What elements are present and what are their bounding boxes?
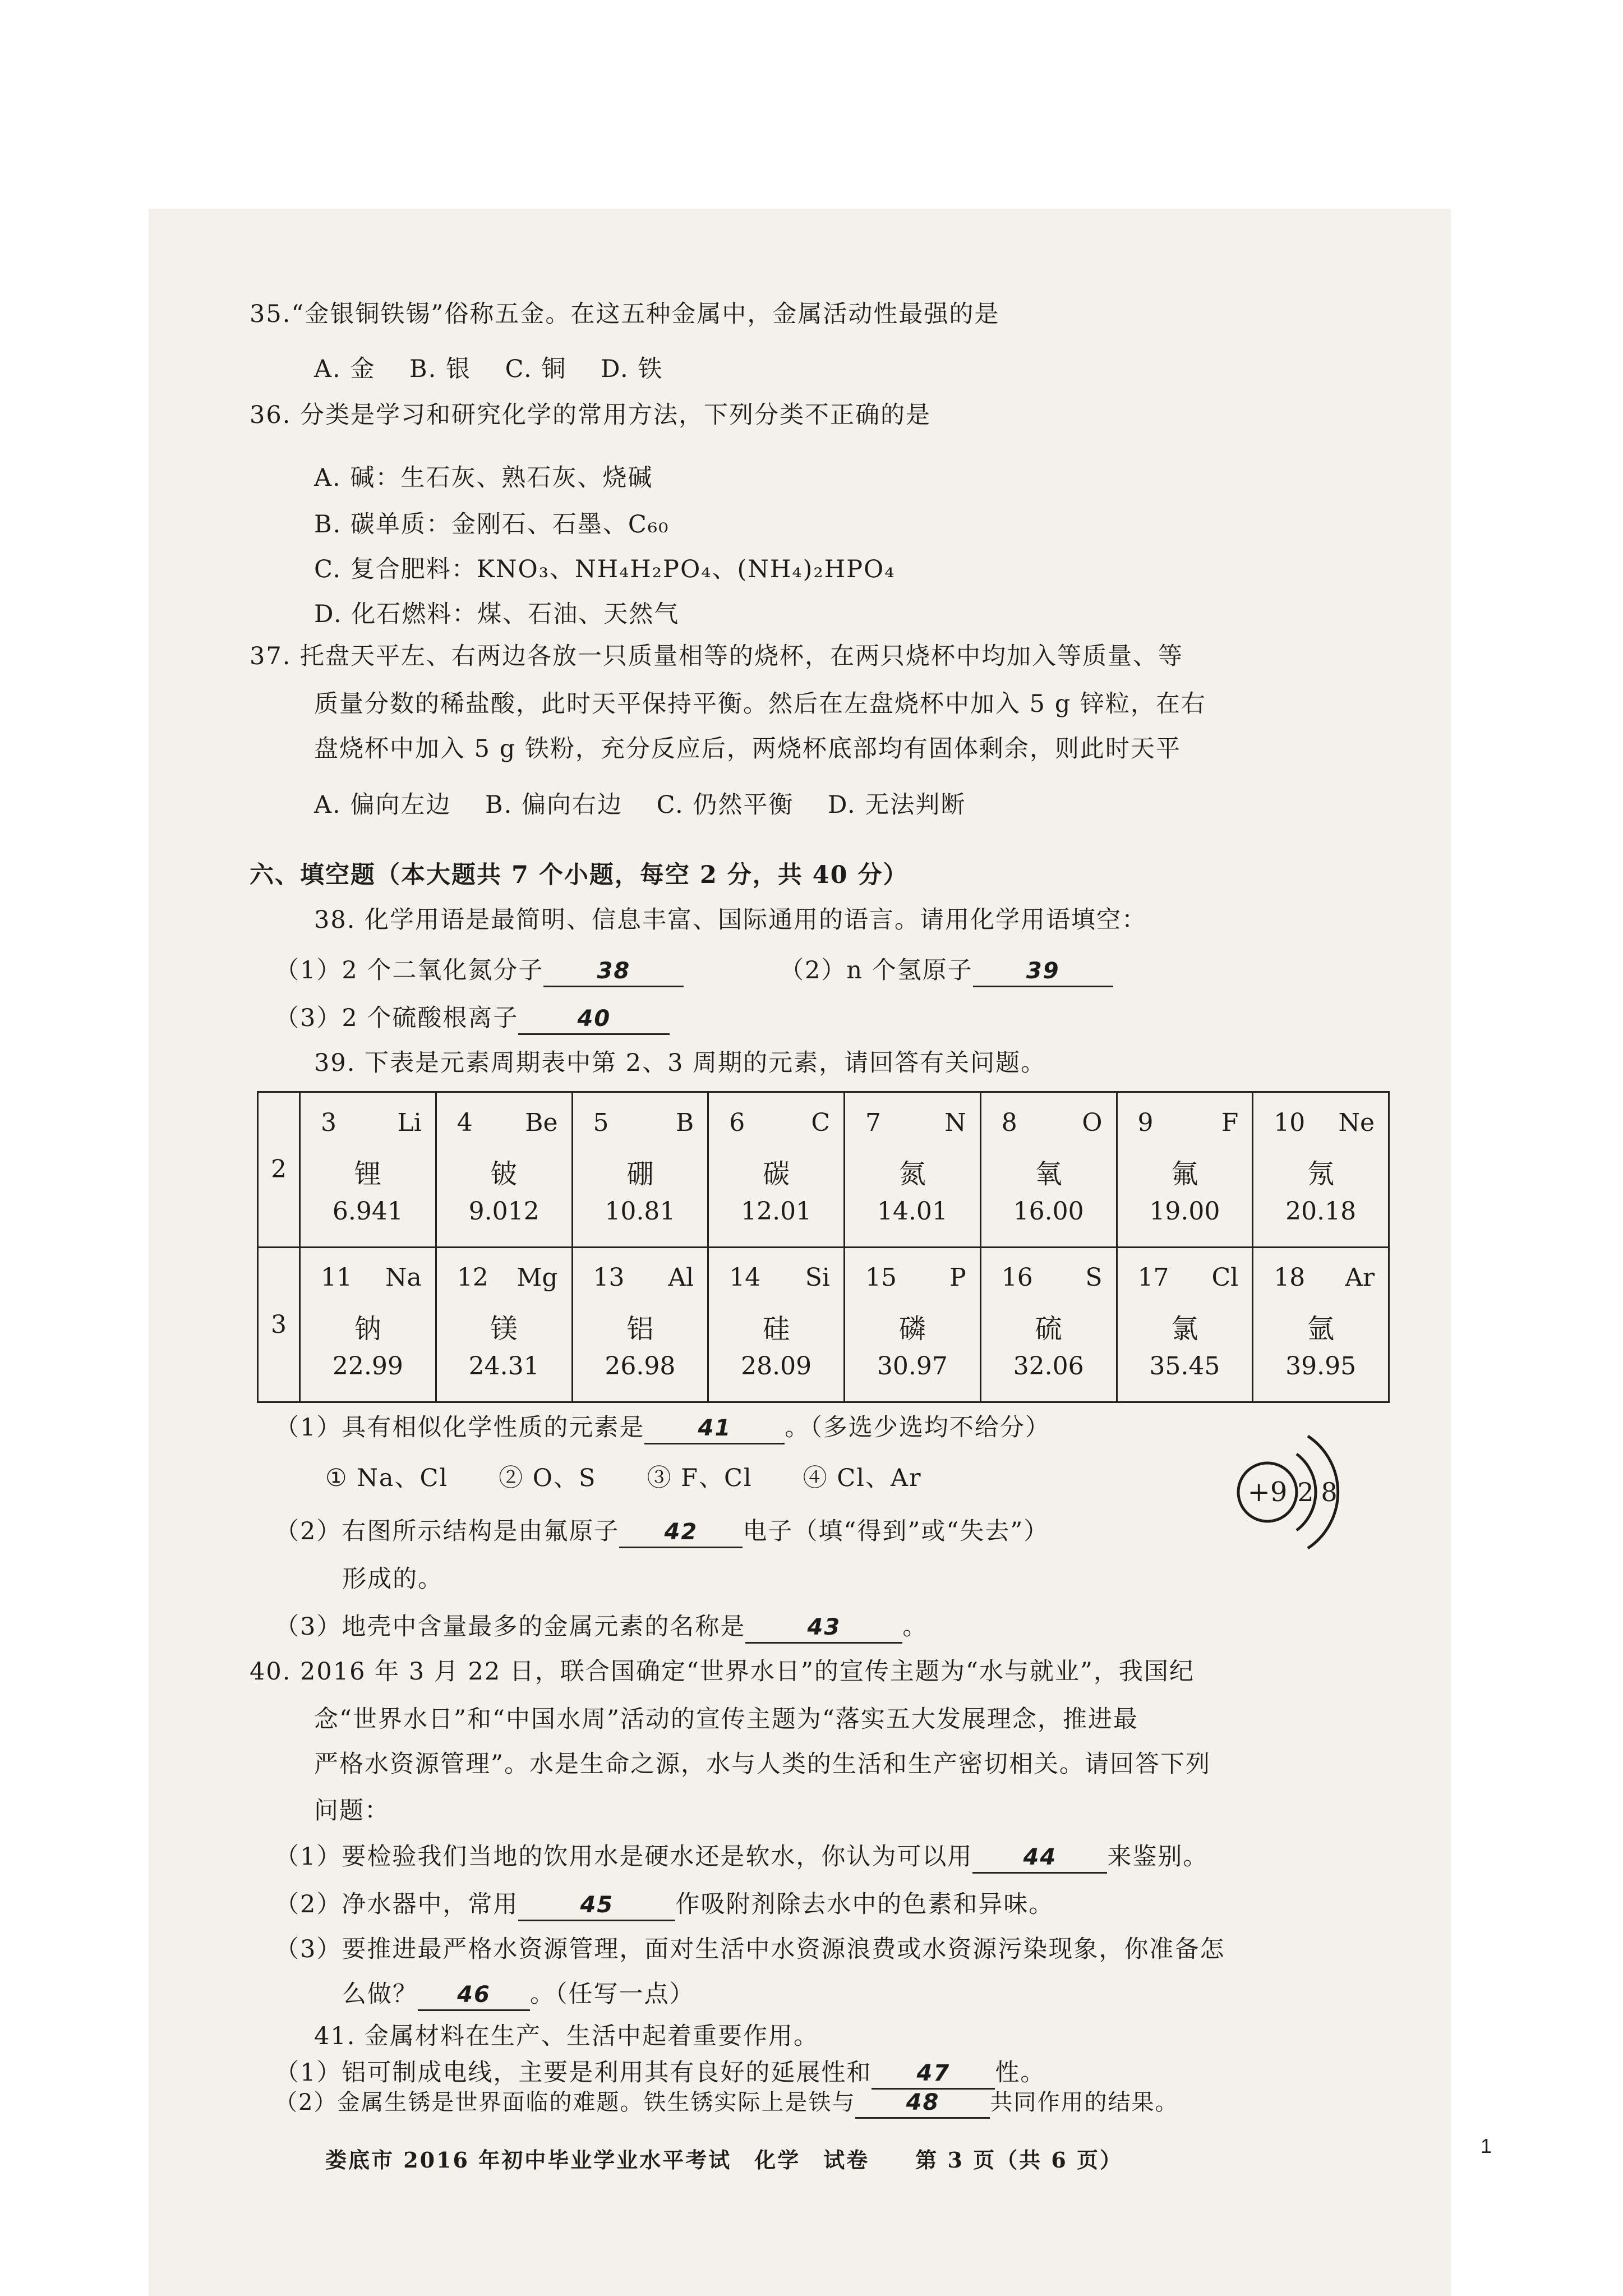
element-cell <box>1117 1092 1253 1248</box>
q41-part2 <box>275 2086 1178 2119</box>
answer-blank-44[interactable]: 44 <box>972 1843 1107 1874</box>
q39-part3-end: 。 <box>902 1613 928 1641</box>
answer-blank-41[interactable]: 41 <box>644 1414 785 1444</box>
q40-line3: 严格水资源管理”。水是生命之源，水与人类的生活和生产密切相关。请回答下列 <box>314 1750 1211 1778</box>
element-name: 镁 <box>490 1313 518 1345</box>
atomic-mass: 24.31 <box>468 1352 540 1381</box>
element-name: 氩 <box>1307 1313 1335 1345</box>
period-row-2 <box>258 1092 1389 1248</box>
q40-part3-end: 。（任写一点） <box>530 1980 695 2008</box>
q40-part3-text: 么做？ <box>342 1980 418 2008</box>
q40-part3: （3）要推进最严格水资源管理，面对生活中水资源浪费或水资源污染现象，你准备怎 <box>275 1935 1225 1963</box>
atomic-mass: 16.00 <box>1013 1197 1084 1226</box>
atomic-number: 13 <box>593 1263 625 1292</box>
q40-part1-text: （1）要检验我们当地的饮用水是硬水还是软水，你认为可以用 <box>275 1843 973 1871</box>
atomic-mass: 19.00 <box>1149 1197 1220 1226</box>
element-cell <box>572 1092 708 1248</box>
element-cell <box>1117 1247 1253 1402</box>
element-cell <box>980 1247 1117 1402</box>
atomic-number: 4 <box>457 1108 473 1137</box>
element-cell <box>436 1092 572 1248</box>
element-symbol: F <box>1221 1108 1239 1137</box>
atomic-number: 7 <box>865 1108 881 1137</box>
element-symbol: Be <box>525 1108 558 1137</box>
atomic-number: 15 <box>865 1263 897 1292</box>
q39-part1-text: （1）具有相似化学性质的元素是 <box>275 1414 645 1442</box>
q36-stem: 36. 分类是学习和研究化学的常用方法，下列分类不正确的是 <box>250 401 932 429</box>
answer-blank-45[interactable]: 45 <box>518 1890 675 1921</box>
atomic-number: 17 <box>1137 1263 1169 1292</box>
atomic-number: 3 <box>321 1108 336 1137</box>
element-symbol: Si <box>805 1263 830 1292</box>
q40-part2-end: 作吸附剂除去水中的色素和异味。 <box>675 1890 1054 1918</box>
q38-part2-text: （2）n 个氢原子 <box>780 956 973 984</box>
q37-line3: 盘烧杯中加入 5 g 铁粉，充分反应后，两烧杯底部均有固体剩余，则此时天平 <box>314 735 1181 763</box>
element-name: 硅 <box>763 1313 790 1345</box>
q39-choices: ① Na、Cl ② O、S ③ F、Cl ④ Cl、Ar <box>325 1464 922 1492</box>
atomic-mass: 28.09 <box>741 1352 812 1381</box>
element-symbol: C <box>811 1108 830 1137</box>
q41-part1-text: （1）铝可制成电线，主要是利用其有良好的延展性和 <box>275 2059 872 2087</box>
element-cell <box>300 1247 436 1402</box>
element-symbol: Na <box>385 1263 422 1292</box>
answer-blank-38[interactable]: 38 <box>543 956 684 987</box>
q40-line4: 问题： <box>314 1797 390 1825</box>
q37-options: A. 偏向左边 B. 偏向右边 C. 仍然平衡 D. 无法判断 <box>314 791 966 819</box>
element-name: 碳 <box>763 1158 790 1190</box>
atomic-mass: 39.95 <box>1285 1352 1357 1381</box>
element-name: 钠 <box>354 1313 381 1345</box>
element-cell <box>1253 1092 1389 1248</box>
atomic-mass: 12.01 <box>741 1197 812 1226</box>
element-cell <box>845 1092 981 1248</box>
element-symbol: Ne <box>1338 1108 1375 1137</box>
element-cell <box>980 1092 1117 1248</box>
q39-part2-text: （2）右图所示结构是由氟原子 <box>275 1517 620 1545</box>
element-symbol: S <box>1085 1263 1103 1292</box>
element-symbol: B <box>675 1108 694 1137</box>
element-symbol: Li <box>397 1108 422 1137</box>
q41-stem: 41. 金属材料在生产、生活中起着重要作用。 <box>314 2022 819 2050</box>
element-cell <box>572 1247 708 1402</box>
element-name: 硼 <box>626 1158 654 1190</box>
q38-stem: 38. 化学用语是最简明、信息丰富、国际通用的语言。请用化学用语填空： <box>314 906 1147 934</box>
atomic-number: 8 <box>1001 1108 1017 1137</box>
ion-structure-diagram <box>1223 1419 1352 1554</box>
q40-part3-cont <box>342 1977 695 2011</box>
q35-options: A. 金 B. 银 C. 铜 D. 铁 <box>314 355 663 383</box>
element-name: 氯 <box>1171 1313 1198 1345</box>
q35-stem: 35.“金银铜铁锡”俗称五金。在这五种金属中，金属活动性最强的是 <box>250 300 1000 328</box>
element-symbol: O <box>1082 1108 1103 1137</box>
answer-blank-47[interactable]: 47 <box>872 2059 995 2090</box>
q41-part1-end: 性。 <box>995 2059 1046 2087</box>
q36-option-a: A. 碱：生石灰、熟石灰、烧碱 <box>314 464 653 492</box>
q38-part3 <box>275 1001 670 1035</box>
q41-part2-end: 共同作用的结果。 <box>990 2090 1179 2115</box>
period-row-3 <box>258 1247 1389 1402</box>
element-symbol: Mg <box>517 1263 558 1292</box>
atomic-mass: 14.01 <box>877 1197 948 1226</box>
element-name: 氮 <box>898 1158 926 1190</box>
answer-blank-48[interactable]: 48 <box>855 2088 990 2119</box>
element-name: 氧 <box>1035 1158 1062 1190</box>
q39-part2-end: 形成的。 <box>342 1565 443 1593</box>
atomic-number: 12 <box>457 1263 488 1292</box>
q40-line2: 念“世界水日”和“中国水周”活动的宣传主题为“落实五大发展理念，推进最 <box>314 1705 1138 1733</box>
element-cell <box>300 1092 436 1248</box>
element-cell <box>708 1247 845 1402</box>
atomic-mass: 10.81 <box>605 1197 676 1226</box>
shell-1-electrons: 2 <box>1297 1477 1314 1507</box>
q38-part3-text: （3）2 个硫酸根离子 <box>275 1004 519 1032</box>
answer-blank-39[interactable]: 39 <box>973 956 1113 987</box>
q40-part1 <box>275 1840 1208 1874</box>
atomic-number: 10 <box>1274 1108 1306 1137</box>
atomic-number: 11 <box>321 1263 352 1292</box>
q41-part2-text: （2）金属生锈是世界面临的难题。铁生锈实际上是铁与 <box>275 2090 856 2115</box>
q39-part2 <box>275 1515 1049 1548</box>
q39-part1-note: 。（多选少选均不给分） <box>785 1414 1050 1442</box>
q39-part3 <box>275 1610 928 1644</box>
answer-blank-43[interactable]: 43 <box>745 1613 902 1644</box>
q38-part1 <box>275 954 684 987</box>
answer-blank-40[interactable]: 40 <box>518 1004 670 1035</box>
element-name: 磷 <box>898 1313 926 1345</box>
atomic-mass: 30.97 <box>877 1352 948 1381</box>
element-name: 氟 <box>1171 1158 1198 1190</box>
element-symbol: Al <box>668 1263 694 1292</box>
answer-blank-42[interactable]: 42 <box>619 1517 743 1548</box>
q36-option-b: B. 碳单质：金刚石、石墨、C₆₀ <box>314 510 670 539</box>
element-name: 锂 <box>354 1158 381 1190</box>
element-cell <box>708 1092 845 1248</box>
atomic-number: 16 <box>1001 1263 1033 1292</box>
element-symbol: P <box>949 1263 966 1292</box>
answer-blank-46[interactable]: 46 <box>418 1980 530 2011</box>
q36-option-c: C. 复合肥料：KNO₃、NH₄H₂PO₄、(NH₄)₂HPO₄ <box>314 555 896 583</box>
q40-part2-text: （2）净水器中，常用 <box>275 1890 519 1918</box>
q39-part3-text: （3）地壳中含量最多的金属元素的名称是 <box>275 1613 746 1641</box>
atomic-mass: 32.06 <box>1013 1352 1084 1381</box>
atomic-mass: 9.012 <box>468 1197 540 1226</box>
shell-2-electrons: 8 <box>1321 1477 1338 1507</box>
period-label: 3 <box>258 1247 300 1402</box>
element-symbol: Ar <box>1345 1263 1375 1292</box>
page-footer: 娄底市 2016 年初中毕业学业水平考试 化学 试卷 第 3 页（共 6 页） <box>325 2147 1123 2173</box>
q39-stem: 39. 下表是元素周期表中第 2、3 周期的元素，请回答有关问题。 <box>314 1049 1046 1077</box>
q37-line2: 质量分数的稀盐酸，此时天平保持平衡。然后在左盘烧杯中加入 5 g 锌粒，在右 <box>314 690 1206 718</box>
atomic-number: 18 <box>1274 1263 1306 1292</box>
periodic-table <box>257 1091 1390 1403</box>
atomic-mass: 35.45 <box>1149 1352 1220 1381</box>
element-name: 硫 <box>1035 1313 1062 1345</box>
q39-part1 <box>275 1411 1050 1444</box>
q38-part2 <box>780 954 1113 987</box>
page-number: 1 <box>1481 2134 1492 2157</box>
element-symbol: Cl <box>1211 1263 1239 1292</box>
period-label: 2 <box>258 1092 300 1248</box>
q40-part2 <box>275 1888 1054 1921</box>
atomic-mass: 20.18 <box>1285 1197 1357 1226</box>
atomic-mass: 6.941 <box>332 1197 403 1226</box>
atomic-number: 6 <box>729 1108 745 1137</box>
section-heading: 六、填空题（本大题共 7 个小题，每空 2 分，共 40 分） <box>250 861 909 889</box>
q39-part2-hint: 电子（填“得到”或“失去”） <box>743 1517 1049 1545</box>
element-cell <box>845 1247 981 1402</box>
element-symbol: N <box>944 1108 966 1137</box>
q36-option-d: D. 化石燃料：煤、石油、天然气 <box>314 600 680 628</box>
atomic-number: 5 <box>593 1108 609 1137</box>
q40-line1: 40. 2016 年 3 月 22 日，联合国确定“世界水日”的宣传主题为“水与就业”，我国纪 <box>250 1658 1195 1686</box>
q41-part1 <box>275 2056 1045 2090</box>
atomic-number: 9 <box>1137 1108 1154 1137</box>
nucleus-charge: +9 <box>1247 1476 1288 1508</box>
element-name: 铍 <box>490 1158 518 1190</box>
atomic-mass: 22.99 <box>332 1352 403 1381</box>
atomic-number: 14 <box>729 1263 761 1292</box>
element-cell <box>1253 1247 1389 1402</box>
atomic-mass: 26.98 <box>605 1352 676 1381</box>
q40-part1-end: 来鉴别。 <box>1107 1843 1209 1871</box>
element-name: 氖 <box>1307 1158 1335 1190</box>
element-name: 铝 <box>626 1313 654 1345</box>
q38-part1-text: （1）2 个二氧化氮分子 <box>275 956 544 984</box>
q37-line1: 37. 托盘天平左、右两边各放一只质量相等的烧杯，在两只烧杯中均加入等质量、等 <box>250 642 1184 670</box>
element-cell <box>436 1247 572 1402</box>
